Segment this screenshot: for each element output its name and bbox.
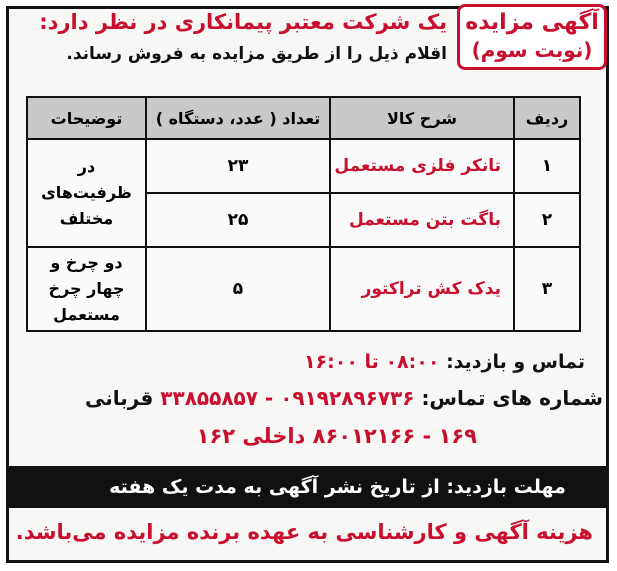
col-item-header: شرح کالا xyxy=(330,97,514,139)
col-row-header: ردیف xyxy=(514,97,580,139)
items-table xyxy=(26,96,581,332)
item-description: یدک کش تراکتور xyxy=(330,247,514,331)
phone-numbers: ۰۹۱۹۲۸۹۶۷۳۶ - ۳۳۸۵۵۸۵۷ xyxy=(160,386,415,410)
visit-deadline-banner: مهلت بازدید: از تاریخ نشر آگهی به مدت یک هفته xyxy=(6,466,609,508)
contact-name: قربانی xyxy=(85,386,154,410)
phones-label: شماره های تماس: xyxy=(421,386,603,410)
visit-label: تماس و بازدید: xyxy=(446,351,585,373)
auction-badge xyxy=(457,4,607,70)
cost-notice: هزینه آگهی و کارشناسی به عهده برنده مزایده می‌باشد. xyxy=(15,520,593,544)
col-qty-header: تعداد ( عدد، دستگاه ) xyxy=(146,97,330,139)
subheadline: اقلام ذیل را از طریق مزایده به فروش رساند. xyxy=(66,44,447,64)
headline: یک شرکت معتبر پیمانکاری در نظر دارد: xyxy=(39,10,447,34)
table-row xyxy=(27,139,580,193)
item-notes: دو چرخ و چهار چرخ مستعمل xyxy=(27,247,146,331)
item-quantity: ۲۳ xyxy=(146,139,330,193)
table-row xyxy=(27,247,580,331)
row-number: ۳ xyxy=(514,247,580,331)
item-notes: در ظرفیت‌های مختلف xyxy=(27,139,146,247)
item-quantity: ۲۵ xyxy=(146,193,330,247)
visit-hours: ۰۸:۰۰ تا ۱۶:۰۰ xyxy=(303,351,440,373)
row-number: ۲ xyxy=(514,193,580,247)
item-quantity: ۵ xyxy=(146,247,330,331)
visit-hours-line xyxy=(304,351,585,373)
table-header-row xyxy=(27,97,580,139)
phones-extension-line: ۱۶۹ - ۸۶۰۱۲۱۶۶ داخلی ۱۶۲ xyxy=(196,424,477,448)
item-description: باگت بتن مستعمل xyxy=(330,193,514,247)
badge-round: (نوبت سوم) xyxy=(471,38,593,62)
phones-line xyxy=(85,386,603,410)
row-number: ۱ xyxy=(514,139,580,193)
col-notes-header: توضیحات xyxy=(27,97,146,139)
badge-title: آگهی مزایده xyxy=(465,10,599,35)
item-description: تانکر فلزی مستعمل xyxy=(330,139,514,193)
